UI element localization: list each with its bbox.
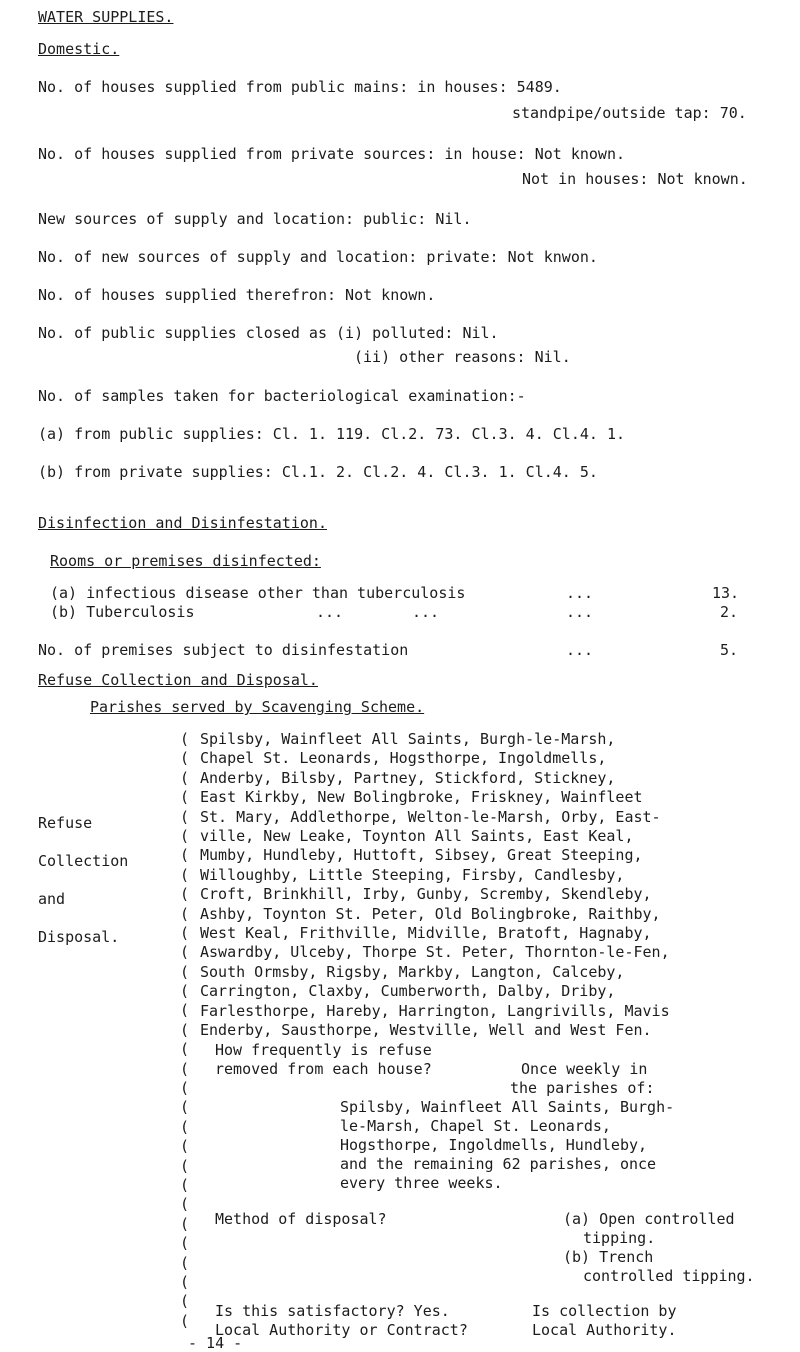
water-line-9: (b) from private supplies: Cl.1. 2. Cl.2. 4. Cl.3. 1. Cl.4. 5.	[38, 463, 598, 481]
bracket-glyph: (	[180, 885, 190, 904]
disinfection-row-a-label: (a) infectious disease other than tuberculosis	[50, 584, 466, 602]
bracket-glyph: (	[180, 768, 190, 787]
bracket-glyph: (	[180, 982, 190, 1001]
bracket-glyph: (	[180, 749, 190, 768]
disinfection-heading: Disinfection and Disinfestation.	[38, 514, 327, 532]
parish-line: Mumby, Hundleby, Huttoft, Sibsey, Great Steeping,	[200, 846, 643, 865]
frequency-answer-2: the parishes of:	[510, 1079, 655, 1097]
bracket-glyph: (	[180, 1195, 190, 1214]
bracket-glyph: (	[180, 1253, 190, 1272]
parish-line: Aswardby, Ulceby, Thorpe St. Peter, Thornton-le-Fen,	[200, 943, 670, 962]
parish-line: Croft, Brinkhill, Irby, Gunby, Scremby, Skendleby,	[200, 885, 652, 904]
water-line-3: New sources of supply and location: public: Nil.	[38, 210, 472, 228]
water-line-7: No. of samples taken for bacteriological examination:-	[38, 387, 526, 405]
frequency-answer-6: and the remaining 62 parishes, once	[340, 1155, 657, 1173]
parish-line: Carrington, Claxby, Cumberworth, Dalby, Driby,	[200, 982, 616, 1001]
water-line-8: (a) from public supplies: Cl. 1. 119. Cl.2. 73. Cl.3. 4. Cl.4. 1.	[38, 425, 625, 443]
bracket-glyph: (	[180, 1234, 190, 1253]
bracket-glyph: (	[180, 1272, 190, 1291]
disposal-answer-2: tipping.	[583, 1229, 656, 1247]
bracket-glyph: (	[180, 865, 190, 884]
authority-question: Local Authority or Contract?	[215, 1321, 468, 1339]
disinfection-row-a-value: 13.	[712, 584, 740, 602]
water-line-4: No. of new sources of supply and location: private: Not knwon.	[38, 248, 598, 266]
bracket-glyph: (	[180, 962, 190, 981]
disposal-question: Method of disposal?	[215, 1210, 387, 1228]
disinfestation-row-value: 5.	[720, 641, 739, 659]
bracket-glyph: (	[180, 1311, 190, 1330]
subsection-title: Domestic.	[38, 40, 120, 58]
bracket-glyph: (	[180, 730, 190, 748]
disinfestation-row-dots: ...	[566, 641, 594, 659]
frequency-answer-4: le-Marsh, Chapel St. Leonards,	[340, 1117, 611, 1135]
parish-line: West Keal, Frithville, Midville, Bratoft, Hagnaby,	[200, 924, 652, 942]
frequency-question: How frequently is refuse	[215, 1041, 432, 1059]
disinfection-row-a-dots: ...	[566, 584, 594, 602]
bracket-glyph: (	[180, 1001, 190, 1020]
bracket-glyph: (	[180, 1292, 190, 1311]
frequency-answer-7: every three weeks.	[340, 1174, 503, 1192]
parish-line: St. Mary, Addlethorpe, Welton-le-Marsh, Orby, East-	[200, 807, 661, 826]
authority-answer: Local Authority.	[532, 1321, 677, 1339]
disinfection-subheading: Rooms or premises disinfected:	[50, 552, 321, 570]
frequency-answer-3: Spilsby, Wainfleet All Saints, Burgh-	[340, 1098, 675, 1116]
parish-line: Anderby, Bilsby, Partney, Stickford, Stickney,	[200, 768, 616, 787]
disinfection-row-b-dots2: ...	[412, 603, 440, 621]
water-line-2: No. of houses supplied from private sources: in house: Not known.	[38, 145, 625, 163]
parish-line: South Ormsby, Rigsby, Markby, Langton, Calceby,	[200, 962, 625, 981]
disinfection-row-b-dots3: ...	[566, 603, 594, 621]
disinfestation-row-label: No. of premises subject to disinfestation	[38, 641, 409, 659]
bracket-glyph: (	[180, 943, 190, 962]
disposal-answer-4: controlled tipping.	[583, 1267, 755, 1285]
bracket-glyph: (	[180, 1098, 190, 1117]
bracket-glyph: (	[180, 1175, 190, 1194]
satisfactory-question: Is this satisfactory? Yes.	[215, 1302, 450, 1320]
water-line-1b: standpipe/outside tap: 70.	[512, 104, 747, 122]
bracket-glyph: (	[180, 1117, 190, 1136]
bracket-glyph: (	[180, 1156, 190, 1175]
parish-line: Farlesthorpe, Hareby, Harrington, Langrivills, Mavis	[200, 1001, 670, 1020]
bracket-glyph: (	[180, 904, 190, 923]
water-line-6: No. of public supplies closed as (i) polluted: Nil.	[38, 324, 499, 342]
water-line-6b: (ii) other reasons: Nil.	[354, 348, 571, 366]
frequency-answer-5: Hogsthorpe, Ingoldmells, Hundleby,	[340, 1136, 648, 1154]
disinfection-row-b-dots1: ...	[316, 603, 344, 621]
bracket-glyph: (	[180, 788, 190, 807]
bracket-glyph: (	[180, 1040, 190, 1059]
refuse-side-label-2: Collection	[38, 852, 129, 870]
bracket-glyph: (	[180, 1059, 190, 1078]
bracket-glyph: (	[180, 1214, 190, 1233]
parish-line: Chapel St. Leonards, Hogsthorpe, Ingoldmells,	[200, 749, 607, 768]
bracket-parens	[180, 730, 194, 1331]
bracket-glyph: (	[180, 923, 190, 942]
water-line-2b: Not in houses: Not known.	[522, 170, 748, 188]
bracket-glyph: (	[180, 846, 190, 865]
parish-line: Ashby, Toynton St. Peter, Old Bolingbroke, Raithby,	[200, 904, 661, 923]
bracket-glyph: (	[180, 1079, 190, 1098]
water-line-5: No. of houses supplied therefron: Not known.	[38, 286, 436, 304]
bracket-glyph: (	[180, 1137, 190, 1156]
refuse-side-label-4: Disposal.	[38, 928, 120, 946]
bracket-glyph: (	[180, 826, 190, 845]
collection-question: Is collection by	[532, 1302, 677, 1320]
refuse-heading: Refuse Collection and Disposal.	[38, 671, 318, 689]
parish-line: East Kirkby, New Bolingbroke, Friskney, Wainfleet	[200, 788, 643, 807]
parish-line: ville, New Leake, Toynton All Saints, East Keal,	[200, 827, 634, 845]
refuse-side-label-1: Refuse	[38, 814, 93, 832]
disinfection-row-b-label: (b) Tuberculosis	[50, 603, 195, 621]
frequency-answer-1: Once weekly in	[521, 1060, 648, 1078]
disposal-answer-1: (a) Open controlled	[563, 1210, 735, 1228]
parish-line: Spilsby, Wainfleet All Saints, Burgh-le-Marsh,	[200, 730, 616, 748]
water-line-1: No. of houses supplied from public mains: in houses: 5489.	[38, 78, 562, 96]
frequency-question-2: removed from each house?	[215, 1060, 432, 1078]
parish-line: Willoughby, Little Steeping, Firsby, Candlesby,	[200, 865, 625, 884]
bracket-glyph: (	[180, 1020, 190, 1039]
bracket-glyph: (	[180, 807, 190, 826]
parish-line: Enderby, Sausthorpe, Westville, Well and West Fen.	[200, 1021, 652, 1039]
disinfection-row-b-value: 2.	[720, 603, 739, 621]
section-title: WATER SUPPLIES.	[38, 8, 174, 26]
disposal-answer-3: (b) Trench	[563, 1248, 654, 1266]
refuse-side-label-3: and	[38, 890, 66, 908]
refuse-subheading: Parishes served by Scavenging Scheme.	[90, 698, 425, 716]
page-number: - 14 -	[188, 1334, 243, 1352]
